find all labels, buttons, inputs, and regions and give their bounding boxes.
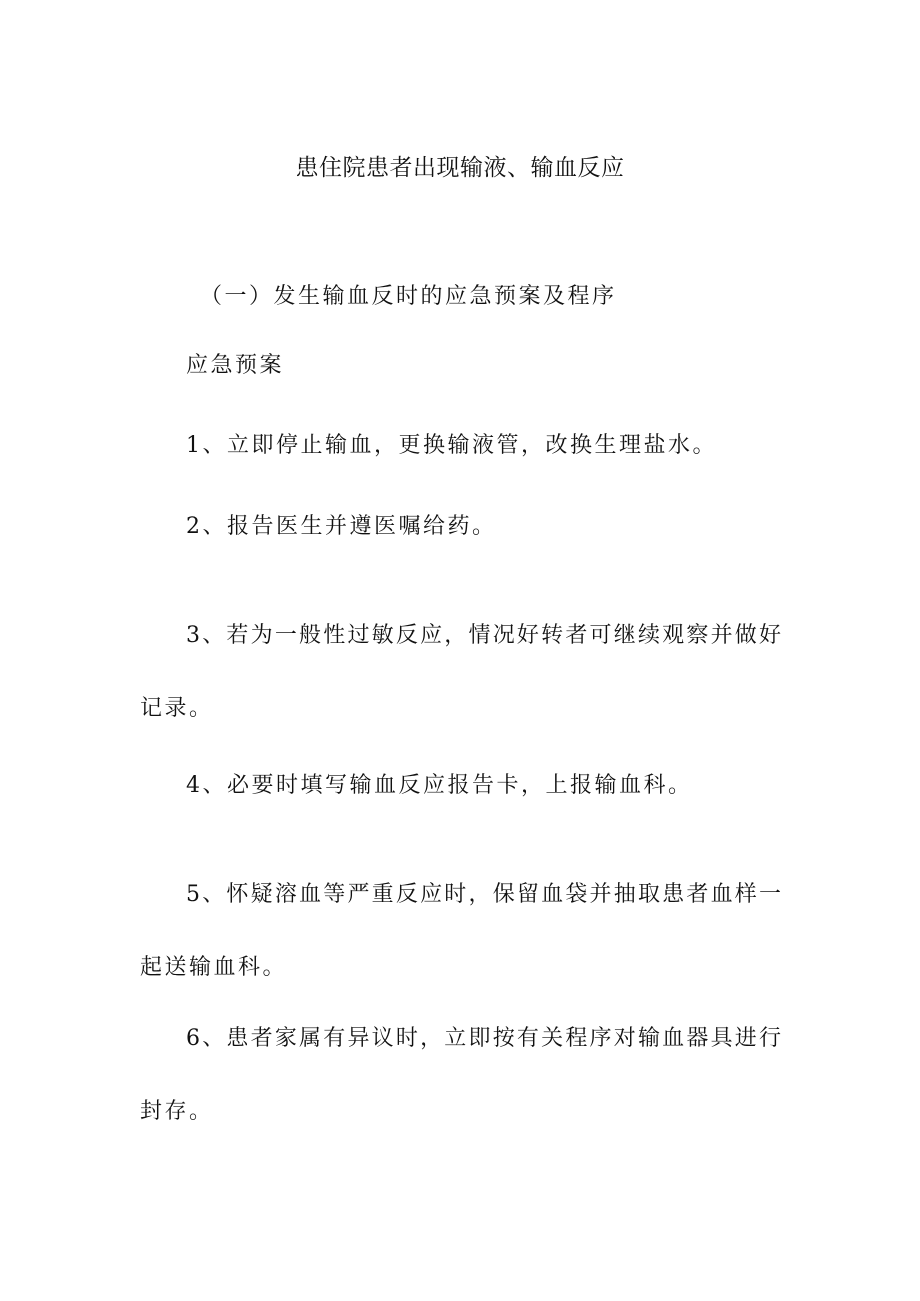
- list-item-6: 6、患者家属有异议时，立即按有关程序对输血器具进行: [186, 1026, 781, 1051]
- subheading: 应急预案: [186, 353, 285, 378]
- list-item-6-continuation: 封存。: [140, 1099, 214, 1124]
- list-item-5: 5、怀疑溶血等严重反应时，保留血袋并抽取患者血样一: [186, 882, 781, 907]
- list-item-5-continuation: 起送输血科。: [140, 955, 288, 980]
- list-item-3: 3、若为一般性过敏反应，情况好转者可继续观察并做好: [186, 623, 781, 648]
- list-item-3-continuation: 记录。: [140, 696, 214, 721]
- list-item-1: 1、立即停止输血，更换输液管，改换生理盐水。: [186, 433, 717, 458]
- list-item-4: 4、必要时填写输血反应报告卡，上报输血科。: [186, 773, 693, 798]
- section-heading: （一）发生输血反时的应急预案及程序: [200, 284, 617, 309]
- list-item-2: 2、报告医生并遵医嘱给药。: [186, 514, 497, 539]
- document-title: 患住院患者出现输液、输血反应: [295, 155, 625, 181]
